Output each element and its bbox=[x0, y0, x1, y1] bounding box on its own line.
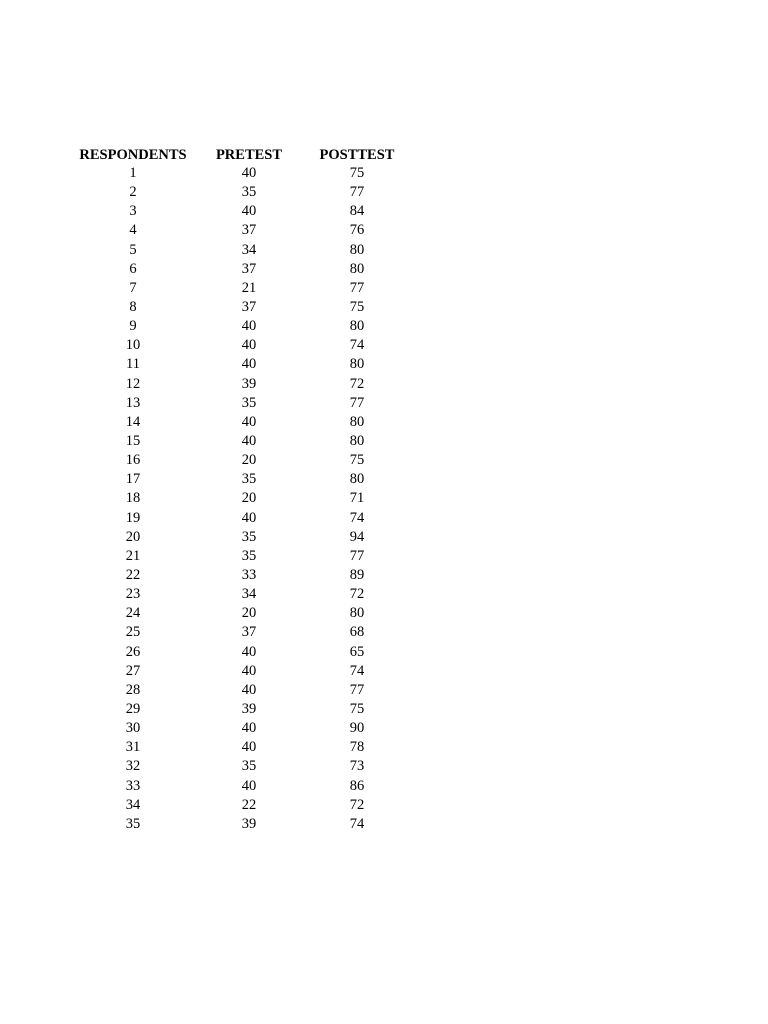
posttest-cell: 89 bbox=[349, 566, 365, 583]
posttest-cell: 94 bbox=[349, 528, 365, 545]
respondent-cell: 17 bbox=[125, 471, 141, 488]
posttest-cell: 74 bbox=[349, 337, 365, 354]
respondent-cell: 10 bbox=[125, 337, 141, 354]
posttest-cell: 74 bbox=[349, 662, 365, 679]
pretest-cell: 37 bbox=[241, 298, 257, 315]
table-row bbox=[0, 815, 768, 834]
posttest-cell: 86 bbox=[349, 777, 365, 794]
table-row bbox=[0, 394, 768, 413]
respondent-cell: 15 bbox=[125, 432, 141, 449]
posttest-cell: 80 bbox=[349, 471, 365, 488]
pretest-cell: 35 bbox=[241, 547, 257, 564]
posttest-cell: 75 bbox=[349, 700, 365, 717]
table-row bbox=[0, 279, 768, 298]
table-row bbox=[0, 719, 768, 738]
table-row bbox=[0, 375, 768, 394]
table-row bbox=[0, 509, 768, 528]
table-row bbox=[0, 777, 768, 796]
pretest-cell: 35 bbox=[241, 528, 257, 545]
respondent-cell: 18 bbox=[125, 490, 141, 507]
table-row bbox=[0, 547, 768, 566]
posttest-cell: 77 bbox=[349, 279, 365, 296]
posttest-cell: 73 bbox=[349, 758, 365, 775]
respondent-cell: 5 bbox=[129, 241, 137, 258]
table-row bbox=[0, 489, 768, 508]
table-row bbox=[0, 566, 768, 585]
posttest-cell: 80 bbox=[349, 318, 365, 335]
respondent-cell: 25 bbox=[125, 624, 141, 641]
table-row bbox=[0, 413, 768, 432]
respondent-cell: 19 bbox=[125, 509, 141, 526]
pretest-cell: 20 bbox=[241, 490, 257, 507]
respondent-cell: 21 bbox=[125, 547, 141, 564]
pretest-cell: 40 bbox=[241, 203, 257, 220]
posttest-cell: 72 bbox=[349, 586, 365, 603]
respondent-cell: 8 bbox=[129, 298, 137, 315]
table-row bbox=[0, 451, 768, 470]
table-row bbox=[0, 260, 768, 279]
pretest-cell: 35 bbox=[241, 758, 257, 775]
table-row bbox=[0, 298, 768, 317]
pretest-cell: 40 bbox=[241, 337, 257, 354]
respondent-cell: 28 bbox=[125, 681, 141, 698]
pretest-cell: 39 bbox=[241, 375, 257, 392]
pretest-cell: 40 bbox=[241, 413, 257, 430]
pretest-cell: 34 bbox=[241, 241, 257, 258]
respondent-cell: 29 bbox=[125, 700, 141, 717]
posttest-cell: 80 bbox=[349, 605, 365, 622]
table-row bbox=[0, 623, 768, 642]
posttest-cell: 75 bbox=[349, 452, 365, 469]
respondent-cell: 7 bbox=[129, 279, 137, 296]
respondent-cell: 16 bbox=[125, 452, 141, 469]
pretest-cell: 21 bbox=[241, 279, 257, 296]
column-header-pretest: PRETEST bbox=[215, 147, 283, 163]
column-header-respondents: RESPONDENTS bbox=[79, 147, 187, 163]
table-body bbox=[0, 164, 768, 834]
table-row bbox=[0, 796, 768, 815]
table-row bbox=[0, 585, 768, 604]
respondent-cell: 4 bbox=[129, 222, 137, 239]
table-row bbox=[0, 355, 768, 374]
posttest-cell: 74 bbox=[349, 509, 365, 526]
posttest-cell: 71 bbox=[349, 490, 365, 507]
posttest-cell: 77 bbox=[349, 681, 365, 698]
posttest-cell: 80 bbox=[349, 241, 365, 258]
table-row bbox=[0, 202, 768, 221]
table-row bbox=[0, 470, 768, 489]
pretest-cell: 40 bbox=[241, 777, 257, 794]
respondent-cell: 2 bbox=[129, 184, 137, 201]
pretest-cell: 20 bbox=[241, 605, 257, 622]
pretest-cell: 37 bbox=[241, 624, 257, 641]
pretest-cell: 34 bbox=[241, 586, 257, 603]
posttest-cell: 77 bbox=[349, 394, 365, 411]
pretest-cell: 20 bbox=[241, 452, 257, 469]
posttest-cell: 84 bbox=[349, 203, 365, 220]
pretest-cell: 40 bbox=[241, 643, 257, 660]
table-row bbox=[0, 681, 768, 700]
pretest-cell: 40 bbox=[241, 165, 257, 181]
pretest-cell: 35 bbox=[241, 471, 257, 488]
posttest-cell: 75 bbox=[349, 165, 365, 181]
posttest-cell: 80 bbox=[349, 413, 365, 430]
posttest-cell: 72 bbox=[349, 375, 365, 392]
posttest-cell: 80 bbox=[349, 356, 365, 373]
respondent-cell: 33 bbox=[125, 777, 141, 794]
column-header-posttest: POSTTEST bbox=[319, 147, 395, 163]
table-row bbox=[0, 241, 768, 260]
pretest-cell: 33 bbox=[241, 566, 257, 583]
pretest-cell: 40 bbox=[241, 739, 257, 756]
posttest-cell: 78 bbox=[349, 739, 365, 756]
respondent-cell: 9 bbox=[129, 318, 137, 335]
posttest-cell: 65 bbox=[349, 643, 365, 660]
pretest-cell: 35 bbox=[241, 394, 257, 411]
posttest-cell: 74 bbox=[349, 815, 365, 832]
respondent-cell: 1 bbox=[129, 165, 137, 181]
respondent-cell: 22 bbox=[125, 566, 141, 583]
posttest-cell: 80 bbox=[349, 260, 365, 277]
pretest-cell: 40 bbox=[241, 662, 257, 679]
respondent-cell: 23 bbox=[125, 586, 141, 603]
respondent-cell: 31 bbox=[125, 739, 141, 756]
table-row bbox=[0, 183, 768, 202]
respondent-cell: 12 bbox=[125, 375, 141, 392]
pretest-cell: 22 bbox=[241, 796, 257, 813]
table-row bbox=[0, 643, 768, 662]
respondent-cell: 3 bbox=[129, 203, 137, 220]
posttest-cell: 77 bbox=[349, 184, 365, 201]
table-row bbox=[0, 604, 768, 623]
table-row bbox=[0, 432, 768, 451]
table-row bbox=[0, 738, 768, 757]
table-row bbox=[0, 757, 768, 776]
pretest-cell: 40 bbox=[241, 318, 257, 335]
pretest-cell: 37 bbox=[241, 260, 257, 277]
posttest-cell: 72 bbox=[349, 796, 365, 813]
posttest-cell: 75 bbox=[349, 298, 365, 315]
respondent-cell: 35 bbox=[125, 815, 141, 832]
pretest-cell: 40 bbox=[241, 720, 257, 737]
table-row bbox=[0, 700, 768, 719]
respondent-cell: 20 bbox=[125, 528, 141, 545]
respondent-cell: 30 bbox=[125, 720, 141, 737]
pretest-cell: 35 bbox=[241, 184, 257, 201]
posttest-cell: 80 bbox=[349, 432, 365, 449]
table-row bbox=[0, 317, 768, 336]
respondent-cell: 14 bbox=[125, 413, 141, 430]
respondent-cell: 6 bbox=[129, 260, 137, 277]
respondent-cell: 13 bbox=[125, 394, 141, 411]
respondent-cell: 11 bbox=[126, 356, 140, 373]
pretest-cell: 40 bbox=[241, 509, 257, 526]
respondent-cell: 27 bbox=[125, 662, 141, 679]
table-row bbox=[0, 528, 768, 547]
table-row bbox=[0, 164, 768, 183]
respondent-cell: 32 bbox=[125, 758, 141, 775]
posttest-cell: 76 bbox=[349, 222, 365, 239]
pretest-cell: 39 bbox=[241, 815, 257, 832]
posttest-cell: 90 bbox=[349, 720, 365, 737]
posttest-cell: 77 bbox=[349, 547, 365, 564]
pretest-cell: 40 bbox=[241, 432, 257, 449]
table-row bbox=[0, 662, 768, 681]
table-row bbox=[0, 221, 768, 240]
pretest-cell: 39 bbox=[241, 700, 257, 717]
pretest-cell: 40 bbox=[241, 681, 257, 698]
table-row bbox=[0, 336, 768, 355]
posttest-cell: 68 bbox=[349, 624, 365, 641]
respondent-cell: 26 bbox=[125, 643, 141, 660]
pretest-cell: 40 bbox=[241, 356, 257, 373]
respondent-cell: 24 bbox=[125, 605, 141, 622]
pretest-cell: 37 bbox=[241, 222, 257, 239]
respondent-cell: 34 bbox=[125, 796, 141, 813]
